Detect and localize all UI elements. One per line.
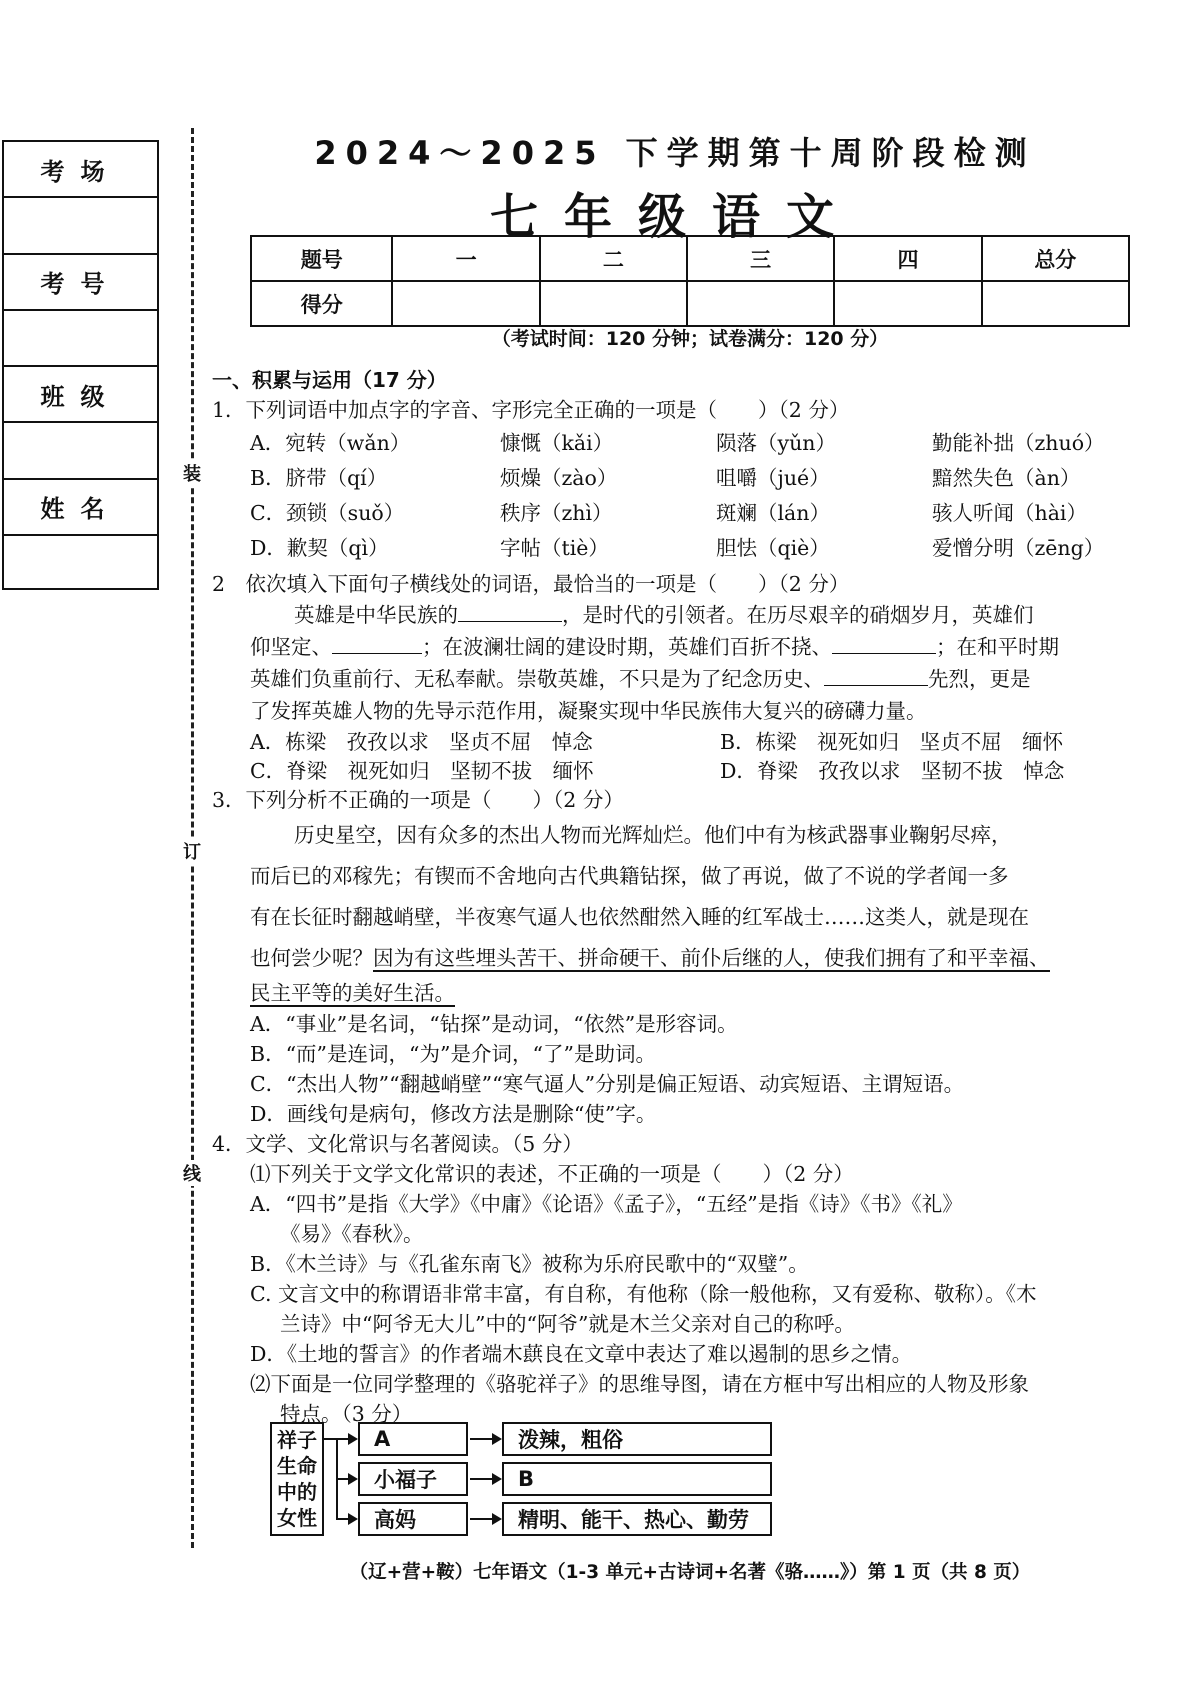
q3-passage-line: 历史星空，因有众多的杰出人物而光辉灿烂。他们中有为核武器事业鞠躬尽瘁， — [294, 823, 1012, 847]
q2-passage-line: 了发挥英雄人物的先导示范作用，凝聚实现中华民族伟大复兴的磅礴力量。 — [250, 699, 927, 723]
connector-line — [470, 1478, 494, 1480]
q4-sub1-option-a[interactable]: A．“四书”是指《大学》《中庸》《论语》《孟子》，“五经”是指《诗》《书》《礼》 — [250, 1192, 963, 1216]
class-field[interactable] — [4, 423, 157, 479]
root-line: 中的 — [277, 1480, 317, 1504]
exam-info: （考试时间：120 分钟；试卷满分：120 分） — [491, 328, 889, 350]
root-line: 祥子 — [277, 1428, 317, 1452]
part-3-header: 三 — [687, 236, 834, 281]
q2-text: 先烈，更是 — [928, 667, 1031, 691]
page-footer: （辽+营+鞍）七年语文（1-3 单元+古诗词+名著《骆……》）第 1 页（共 8 页） — [349, 1562, 1031, 1583]
q2-blank-1[interactable] — [458, 599, 562, 622]
q4-sub1-option-d[interactable]: D．《土地的誓言》的作者端木蕻良在文章中表达了难以遏制的思乡之情。 — [250, 1342, 913, 1366]
q4-sub1-option-c[interactable]: C. 文言文中的称谓语非常丰富，有自称，有他称（除一般他称，又有爱称、敬称）。《木 — [250, 1282, 1037, 1306]
q3-underlined-sentence-end: 民主平等的美好生活。 — [250, 981, 455, 1005]
class-label: 班级 — [4, 367, 157, 423]
q3-underlined-sentence: 因为有这些埋头苦干、拼命硬干、前仆后继的人，使我们拥有了和平幸福、 — [373, 946, 1050, 970]
exam-room-field[interactable] — [4, 198, 157, 254]
part-2-header: 二 — [540, 236, 687, 281]
score-cell-2[interactable] — [540, 281, 687, 326]
score-table-score-row — [251, 281, 1129, 326]
exam-room-label: 考场 — [4, 142, 157, 198]
q3-passage — [212, 815, 1172, 1009]
person-box-a[interactable]: A — [358, 1422, 468, 1456]
root-line: 生命 — [277, 1454, 317, 1478]
q1-a-word-3: 陨落（yǔn） — [716, 430, 836, 455]
trait-box-b[interactable]: B — [502, 1462, 772, 1496]
arrow-icon — [492, 1433, 502, 1445]
binding-char-ding: 订 — [180, 838, 204, 864]
binding-char-zhuang: 装 — [180, 460, 204, 486]
q1-b-word-2: 烦燥（zào） — [500, 465, 618, 490]
q4-sub1-option-c-cont: 兰诗》中“阿爷无大儿”中的“阿爷”就是木兰父亲对自己的称呼。 — [280, 1312, 855, 1336]
q2-text: 英雄们负重前行、无私奉献。崇敬英雄，不只是为了纪念历史、 — [250, 667, 824, 691]
q1-stem: 1．下列词语中加点字的字音、字形完全正确的一项是（ ）（2 分） — [212, 398, 850, 422]
q1-option-c[interactable] — [212, 495, 1172, 530]
score-table — [250, 235, 1130, 327]
exam-title: 2024～2025 下学期第十周阶段检测 — [314, 134, 1036, 172]
q2-passage-line — [250, 599, 1172, 631]
section-1-heading: 一、积累与运用（17 分） — [212, 368, 447, 392]
connector-line — [470, 1438, 494, 1440]
score-cell-1[interactable] — [392, 281, 539, 326]
q2-text: 英雄是中华民族的 — [294, 603, 458, 627]
q2-options-row-2 — [212, 756, 1172, 785]
q3-option-b[interactable]: B．“而”是连词，“为”是介词，“了”是助词。 — [250, 1042, 656, 1066]
score-cell-4[interactable] — [834, 281, 981, 326]
q2-passage-line — [250, 663, 1172, 695]
q1-b-word-4: 黯然失色（àn） — [932, 465, 1081, 490]
q2-option-d[interactable]: D．脊梁 孜孜以求 坚韧不拔 悼念 — [720, 759, 1065, 783]
q2-stem: 2 依次填入下面句子横线处的词语，最恰当的一项是（ ）（2 分） — [212, 572, 850, 596]
trait-box-gaoma: 精明、能干、热心、勤劳 — [502, 1502, 772, 1536]
q1-b-word-1: B．脐带（qí） — [250, 465, 388, 490]
q3-option-c[interactable]: C．“杰出人物”“翻越峭壁”“寒气逼人”分别是偏正短语、动宾短语、主谓短语。 — [250, 1072, 965, 1096]
q2-option-a[interactable]: A．栋梁 孜孜以求 坚贞不屈 悼念 — [250, 730, 593, 754]
q2-text: ，是时代的引领者。在历尽艰辛的硝烟岁月，英雄们 — [562, 603, 1034, 627]
q4-sub1-stem: ⑴下列关于文学文化常识的表述，不正确的一项是（ ）（2 分） — [250, 1162, 854, 1186]
total-header: 总分 — [982, 236, 1129, 281]
q4-stem: 4．文学、文化常识与名著阅读。（5 分） — [212, 1132, 583, 1156]
part-1-header: 一 — [392, 236, 539, 281]
xiangzi-mind-map — [270, 1418, 790, 1540]
person-box-gaoma: 高妈 — [358, 1502, 468, 1536]
person-box-xiaofuzi: 小福子 — [358, 1462, 468, 1496]
q2-text: ；在和平时期 — [936, 635, 1059, 659]
q2-text: ；在波澜壮阔的建设时期，英雄们百折不挠、 — [422, 635, 832, 659]
q3-passage-line — [250, 938, 1172, 979]
q1-c-word-1: C．颈锁（suǒ） — [250, 500, 405, 525]
q2-text: 仰坚定、 — [250, 635, 332, 659]
part-4-header: 四 — [834, 236, 981, 281]
q2-passage — [212, 599, 1172, 727]
connector-line — [470, 1518, 494, 1520]
arrow-icon — [348, 1513, 358, 1525]
score-cell-3[interactable] — [687, 281, 834, 326]
q1-c-word-4: 骇人听闻（hài） — [932, 500, 1087, 525]
q1-option-b[interactable] — [212, 460, 1172, 495]
q1-d-word-3: 胆怯（qiè） — [716, 535, 830, 560]
q1-d-word-1: D．歉契（qì） — [250, 535, 389, 560]
q1-option-a[interactable] — [212, 425, 1172, 460]
q2-options-row-1 — [212, 727, 1172, 756]
q1-b-word-3: 咀嚼（jué） — [716, 465, 830, 490]
q1-d-word-4: 爱憎分明（zēng） — [932, 535, 1105, 560]
score-table-header-row — [251, 236, 1129, 281]
q4-sub1-option-b[interactable]: B．《木兰诗》与《孔雀东南飞》被称为乐府民歌中的“双璧”。 — [250, 1252, 809, 1276]
q2-blank-3[interactable] — [832, 631, 936, 654]
subject-title: 七年级语文 — [489, 189, 860, 245]
arrow-icon — [492, 1513, 502, 1525]
q3-passage-line — [250, 979, 1172, 1009]
q3-stem: 3．下列分析不正确的一项是（ ）（2 分） — [212, 788, 624, 812]
score-cell-total[interactable] — [982, 281, 1129, 326]
q2-passage-line — [250, 631, 1172, 663]
q1-a-word-1: A．宛转（wǎn） — [250, 430, 411, 455]
q1-option-d[interactable] — [212, 530, 1172, 565]
exam-content — [212, 365, 1172, 1429]
arrow-icon — [492, 1473, 502, 1485]
q4-sub2-stem: ⑵下面是一位同学整理的《骆驼祥子》的思维导图，请在方框中写出相应的人物及形象 — [250, 1372, 1029, 1396]
q1-c-word-2: 秩序（zhì） — [500, 500, 613, 525]
name-field[interactable] — [4, 536, 157, 592]
q3-option-d[interactable]: D．画线句是病句，修改方法是删除“使”字。 — [250, 1102, 657, 1126]
q2-option-b[interactable]: B．栋梁 视死如归 坚贞不屈 缅怀 — [720, 730, 1064, 754]
q1-d-word-2: 字帖（tiè） — [500, 535, 609, 560]
trait-box-a: 泼辣，粗俗 — [502, 1422, 772, 1456]
exam-number-label: 考号 — [4, 255, 157, 311]
arrow-icon — [348, 1433, 358, 1445]
q1-a-word-4: 勤能补拙（zhuó） — [932, 430, 1105, 455]
q1-c-word-3: 斑斓（lán） — [716, 500, 830, 525]
name-label: 姓名 — [4, 480, 157, 536]
q4-sub1-option-a-cont: 《易》《春秋》。 — [280, 1222, 424, 1246]
question-number-label: 题号 — [251, 236, 392, 281]
q3-text: 也何尝少呢？ — [250, 946, 373, 970]
student-info-box — [2, 140, 159, 590]
mind-map-root — [270, 1422, 324, 1536]
q3-passage-line: 有在长征时翻越峭壁，半夜寒气逼人也依然酣然入睡的红军战士……这类人，就是现在 — [250, 905, 1029, 929]
binding-char-xian: 线 — [180, 1160, 204, 1186]
q1-a-word-2: 慷慨（kǎi） — [500, 430, 614, 455]
arrow-icon — [348, 1473, 358, 1485]
q2-blank-2[interactable] — [332, 631, 422, 654]
q3-option-a[interactable]: A．“事业”是名词，“钻探”是动词，“依然”是形容词。 — [250, 1012, 738, 1036]
q4-sub2-stem-cont: 特点。（3 分） — [280, 1402, 413, 1426]
root-line: 女性 — [277, 1506, 317, 1530]
q3-passage-line: 而后已的邓稼先；有锲而不舍地向古代典籍钻探，做了再说，做了不说的学者闻一多 — [250, 864, 1009, 888]
score-label: 得分 — [251, 281, 392, 326]
q2-option-c[interactable]: C．脊梁 视死如归 坚韧不拔 缅怀 — [250, 759, 594, 783]
q2-blank-4[interactable] — [824, 663, 928, 686]
exam-number-field[interactable] — [4, 311, 157, 367]
